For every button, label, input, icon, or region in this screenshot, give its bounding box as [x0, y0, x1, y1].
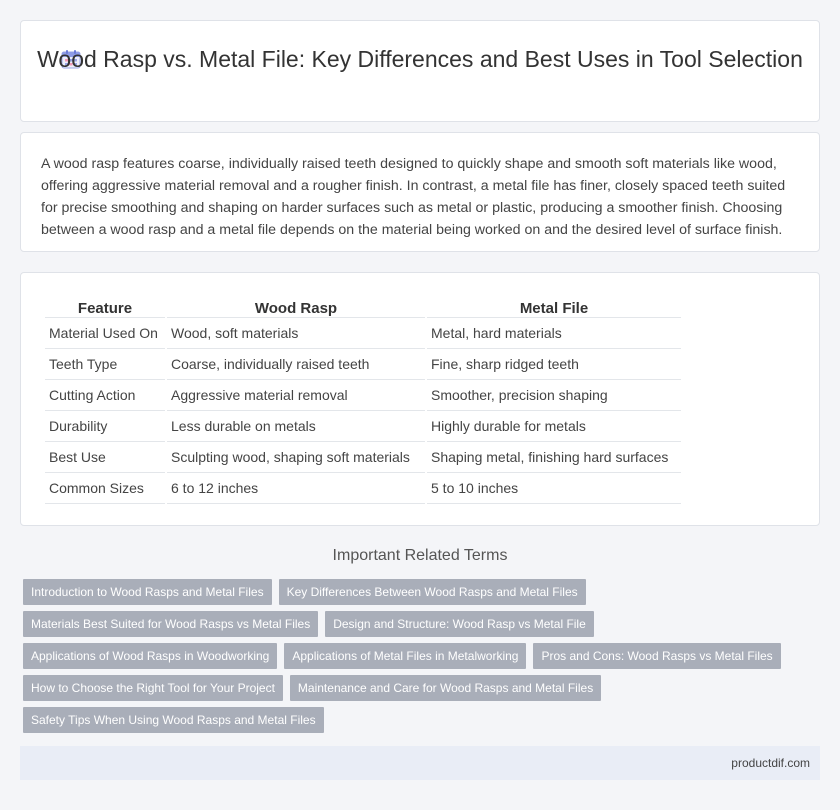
table-cell: Wood, soft materials — [167, 318, 425, 349]
site-name: productdif.com — [731, 756, 810, 770]
table-cell: Smoother, precision shaping — [427, 380, 681, 411]
related-term-tag[interactable]: Introduction to Wood Rasps and Metal Files — [23, 579, 272, 605]
table-cell: Metal, hard materials — [427, 318, 681, 349]
related-term-tag[interactable]: Safety Tips When Using Wood Rasps and Metal Files — [23, 707, 324, 733]
comparison-card — [20, 272, 820, 526]
table-cell: Material Used On — [45, 318, 165, 349]
page-title: Wood Rasp vs. Metal File: Key Differences and Best Uses in Tool Selection — [37, 46, 803, 72]
table-row — [45, 318, 681, 349]
table-cell: 6 to 12 inches — [167, 473, 425, 504]
related-term-tag[interactable]: Applications of Metal Files in Metalworking — [284, 643, 526, 669]
table-cell: Fine, sharp ridged teeth — [427, 349, 681, 380]
related-term-tag[interactable]: Design and Structure: Wood Rasp vs Metal File — [325, 611, 594, 637]
table-row — [45, 411, 681, 442]
related-terms-list — [23, 579, 813, 733]
related-terms-heading: Important Related Terms — [332, 547, 508, 564]
related-term-tag[interactable]: Pros and Cons: Wood Rasps vs Metal Files — [533, 643, 780, 669]
intro-card — [20, 132, 820, 252]
related-term-tag[interactable]: Materials Best Suited for Wood Rasps vs Metal Files — [23, 611, 318, 637]
related-term-tag[interactable]: Maintenance and Care for Wood Rasps and Metal Files — [290, 675, 601, 701]
table-cell: Common Sizes — [45, 473, 165, 504]
table-row — [45, 349, 681, 380]
column-header-wood-rasp: Wood Rasp — [167, 294, 425, 318]
table-header-row — [45, 294, 681, 318]
column-header-metal-file: Metal File — [427, 294, 681, 318]
table-cell: Durability — [45, 411, 165, 442]
related-term-tag[interactable]: Key Differences Between Wood Rasps and Metal Files — [279, 579, 586, 605]
related-term-tag[interactable]: Applications of Wood Rasps in Woodworking — [23, 643, 277, 669]
table-cell: Teeth Type — [45, 349, 165, 380]
table-cell: Less durable on metals — [167, 411, 425, 442]
table-row — [45, 473, 681, 504]
table-row — [45, 380, 681, 411]
table-cell: Highly durable for metals — [427, 411, 681, 442]
table-cell: Aggressive material removal — [167, 380, 425, 411]
title-card — [20, 20, 820, 122]
footer — [20, 746, 820, 780]
table-cell: Shaping metal, finishing hard surfaces — [427, 442, 681, 473]
column-header-feature: Feature — [45, 294, 165, 318]
intro-paragraph: A wood rasp features coarse, individually raised teeth designed to quickly shape and smooth soft materials like wood, offering aggressive material removal and a rougher finish. In contrast, a metal file has finer, closely spaced teeth suited for precise smoothing and shaping on harder surfaces such as metal or plastic, producing a smoother finish. Choosing between a wood rasp and a metal file depends on the material being worked on and the desired level of surface finish. — [41, 156, 786, 238]
table-cell: Coarse, individually raised teeth — [167, 349, 425, 380]
comparison-table — [43, 294, 683, 504]
related-term-tag[interactable]: How to Choose the Right Tool for Your Project — [23, 675, 283, 701]
table-cell: Best Use — [45, 442, 165, 473]
table-row — [45, 442, 681, 473]
table-cell: Sculpting wood, shaping soft materials — [167, 442, 425, 473]
table-cell: Cutting Action — [45, 380, 165, 411]
table-cell: 5 to 10 inches — [427, 473, 681, 504]
